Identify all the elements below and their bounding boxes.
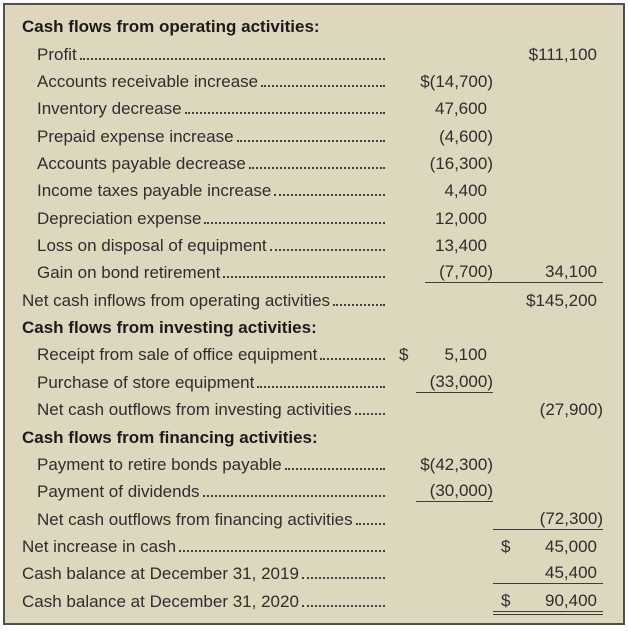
section-header-row: [22, 422, 603, 449]
amount-column-2: [493, 592, 603, 610]
amount-value: 4,400: [444, 181, 487, 201]
amount-number: 5,100: [444, 345, 487, 365]
row-label-area: [22, 292, 391, 309]
row-label: Cash balance at December 31, 2019: [22, 564, 299, 584]
amount-value: (33,000): [416, 373, 493, 393]
row-label-area: [22, 401, 391, 418]
dot-leader: [274, 194, 385, 196]
statement-row: [22, 504, 603, 531]
row-label: Cash balance at December 31, 2020: [22, 591, 299, 611]
dot-leader: [203, 495, 385, 497]
row-label-area: [22, 210, 391, 227]
dot-leader: [257, 386, 385, 388]
currency-symbol: $: [501, 536, 511, 556]
row-label: Net increase in cash: [22, 536, 177, 556]
amount-column-1: [391, 155, 493, 172]
amount-column-2: [493, 401, 603, 418]
row-label-area: [22, 182, 391, 199]
row-label: Receipt from sale of office equipment: [37, 345, 318, 365]
dot-leader: [285, 468, 385, 470]
row-label-area: [22, 511, 391, 528]
row-label: Loss on disposal of equipment: [37, 236, 267, 256]
amount-value: 47,600: [435, 99, 487, 119]
amount-value: (72,300): [493, 510, 603, 530]
row-label: Net cash inflows from operating activities: [22, 290, 331, 310]
section-title: Cash flows from financing activities:: [22, 427, 318, 447]
section-title: Cash flows from investing activities:: [22, 318, 317, 338]
statement-row: [22, 285, 603, 312]
amount-column-1: [391, 182, 493, 199]
amount-column-1: [391, 100, 493, 117]
amount-value: 34,100: [493, 263, 603, 283]
row-label-area: [22, 538, 391, 555]
cash-flow-statement: [3, 3, 625, 625]
amount-number: 45,000: [545, 536, 597, 556]
row-label-area: [22, 565, 391, 582]
dot-leader: [356, 523, 385, 525]
row-label: Net cash outflows from investing activities: [37, 400, 352, 420]
dot-leader: [237, 140, 385, 142]
row-label-area: [22, 593, 391, 610]
statement-row: [22, 450, 603, 477]
row-label: Inventory decrease: [37, 99, 182, 119]
row-label-area: [22, 73, 391, 90]
amount-value: 12,000: [435, 208, 487, 228]
row-label: Accounts payable decrease: [37, 154, 246, 174]
amount-value: [391, 346, 493, 363]
dot-leader: [320, 358, 385, 360]
amount-column-2: [493, 564, 603, 582]
row-label: Gain on bond retirement: [37, 263, 221, 283]
amount-value: (4,600): [439, 126, 493, 146]
amount-column-1: [391, 263, 493, 281]
row-label-area: [22, 237, 391, 254]
amount-value: 45,400: [493, 564, 603, 584]
amount-value: 13,400: [435, 236, 487, 256]
statement-row: [22, 477, 603, 504]
dot-leader: [185, 112, 385, 114]
row-label-area: [22, 483, 391, 500]
dot-leader: [179, 550, 385, 552]
statement-row: [22, 231, 603, 258]
row-label: Prepaid expense increase: [37, 126, 234, 146]
amount-column-1: [391, 210, 493, 227]
row-label: Net cash outflows from financing activities: [37, 509, 353, 529]
row-label-area: [22, 128, 391, 145]
row-label-area: [22, 46, 391, 63]
row-label: Payment to retire bonds payable: [37, 454, 282, 474]
dot-leader: [355, 413, 385, 415]
row-label-area: [22, 264, 391, 281]
dot-leader: [270, 249, 385, 251]
row-label-area: [22, 155, 391, 172]
amount-value: (27,900): [539, 400, 603, 420]
statement-row: [22, 532, 603, 559]
statement-row: [22, 176, 603, 203]
statement-row: [22, 367, 603, 394]
statement-rows: [22, 12, 603, 614]
statement-row: [22, 395, 603, 422]
amount-column-2: [493, 263, 603, 281]
statement-row: [22, 258, 603, 285]
row-label-area: [22, 374, 391, 391]
amount-value: $(42,300): [420, 454, 493, 474]
row-label: Purchase of store equipment: [37, 372, 255, 392]
dot-leader: [249, 167, 385, 169]
row-label-area: [22, 18, 391, 35]
dot-leader: [333, 304, 385, 306]
statement-row: [22, 203, 603, 230]
statement-row: [22, 559, 603, 586]
row-label-area: [22, 429, 391, 446]
currency-symbol: $: [501, 590, 511, 610]
row-label-area: [22, 100, 391, 117]
row-label-area: [22, 319, 391, 336]
row-label-area: [22, 346, 391, 363]
amount-column-2: [493, 510, 603, 528]
section-header-row: [22, 12, 603, 39]
amount-column-1: [391, 482, 493, 500]
amount-column-2: [493, 292, 603, 309]
statement-row: [22, 94, 603, 121]
statement-row: [22, 121, 603, 148]
statement-row: [22, 39, 603, 66]
dot-leader: [261, 85, 385, 87]
dot-leader: [80, 58, 385, 60]
amount-column-1: [391, 346, 493, 363]
amount-value: [493, 592, 603, 612]
amount-value: (16,300): [429, 154, 493, 174]
row-label: Payment of dividends: [37, 482, 200, 502]
row-label: Profit: [37, 44, 77, 64]
dot-leader: [204, 222, 385, 224]
currency-symbol: $: [399, 345, 409, 365]
amount-column-1: [391, 237, 493, 254]
dot-leader: [223, 276, 385, 278]
amount-value: [493, 538, 603, 555]
statement-row: [22, 149, 603, 176]
amount-value: $(14,700): [420, 72, 493, 92]
amount-column-2: [493, 538, 603, 555]
statement-row: [22, 340, 603, 367]
dot-leader: [302, 605, 385, 607]
amount-value: $111,100: [528, 44, 597, 64]
section-header-row: [22, 313, 603, 340]
amount-column-1: [391, 373, 493, 391]
amount-column-1: [391, 73, 493, 90]
amount-column-2: [493, 46, 603, 63]
statement-row: [22, 586, 603, 613]
section-title: Cash flows from operating activities:: [22, 17, 320, 37]
amount-column-1: [391, 456, 493, 473]
row-label: Accounts receivable increase: [37, 72, 259, 92]
row-label: Depreciation expense: [37, 208, 202, 228]
row-label-area: [22, 456, 391, 473]
dot-leader: [302, 577, 385, 579]
amount-column-1: [391, 128, 493, 145]
amount-value: (7,700): [425, 263, 493, 283]
amount-value: (30,000): [416, 482, 493, 502]
amount-number: 90,400: [545, 590, 597, 610]
row-label: Income taxes payable increase: [37, 181, 272, 201]
amount-value: $145,200: [526, 290, 597, 310]
statement-row: [22, 67, 603, 94]
